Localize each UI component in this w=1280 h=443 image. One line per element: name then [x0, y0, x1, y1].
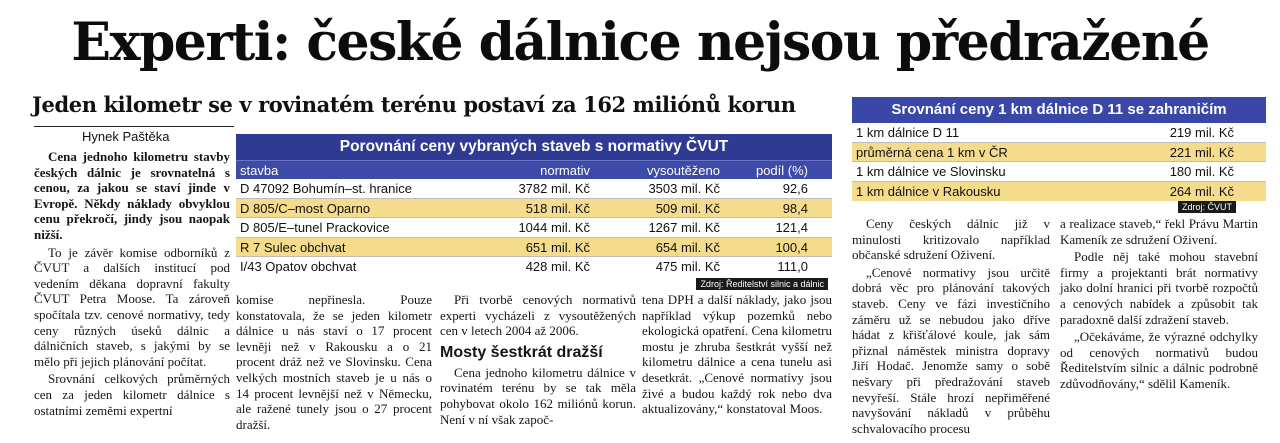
column-header: stavba — [240, 163, 279, 178]
cell-vysouteženo: 654 mil. Kč — [655, 239, 720, 255]
cell-stavba: D 47092 Bohumín–st. hranice — [240, 181, 412, 196]
comparison-table-cvut — [236, 134, 832, 288]
cell-label: 1 km dálnice D 11 — [856, 125, 960, 140]
cell-value: 219 mil. Kč — [1169, 125, 1234, 140]
cell-podil: 100,4 — [775, 239, 808, 255]
cell-podil: 92,6 — [782, 181, 808, 196]
table-row — [236, 238, 832, 258]
paragraph: „Cenové normativy jsou určitě dobrá věc pro plánování takových staveb. Ceny ve fázi investičního záměru už se nebudou jako dříve hádat z křišťálové koule, jak sám přiznal náměstek ministra dopravy Jiří Hodač. Jenomže samy o sobě nešvary při předražování staveb nevyřeší. Stále hrozí nepřiměřené navyšování nákladů v průběhu schvalovacího procesu — [852, 264, 1050, 436]
paragraph: a realizace staveb,“ řekl Právu Martin Kameník ze sdružení Oživení. — [1060, 216, 1258, 247]
table-title: Porovnání ceny vybraných staveb s normativy ČVUT — [236, 134, 832, 160]
paragraph: Při tvorbě cenových normativů experti vycházeli z vysoutěžených cen v letech 2004 až 2006. — [440, 292, 636, 339]
cell-value: 264 mil. Kč — [1169, 183, 1234, 199]
cell-normativ: 428 mil. Kč — [525, 259, 590, 274]
cell-normativ: 1044 mil. Kč — [518, 220, 590, 235]
cell-normativ: 651 mil. Kč — [525, 239, 590, 255]
cell-vysouteženo: 475 mil. Kč — [655, 259, 720, 274]
cell-stavba: D 805/E–tunel Prackovice — [240, 220, 390, 235]
cell-vysouteženo: 3503 mil. Kč — [648, 181, 720, 196]
text-column-3 — [440, 292, 636, 429]
table-title: Srovnání ceny 1 km dálnice D 11 se zahraničím — [852, 97, 1266, 123]
column-header: vysoutěženo — [647, 163, 720, 178]
cell-stavba: D 805/C–most Oparno — [240, 200, 371, 216]
paragraph: Cena jednoho kilometru dálnice v rovinatém terénu by se tak měla pohybovat okolo 162 miliónů korun. Není v ní však započ- — [440, 364, 636, 427]
table-row — [852, 143, 1266, 163]
cell-vysouteženo: 509 mil. Kč — [655, 200, 720, 216]
article-headline: Experti: české dálnice nejsou předražené — [71, 12, 1209, 73]
paragraph: Podle něj také mohou stavební firmy a projektanti brát normativy jako dolní hranici při tvorbě rozpočtů a cenových nabídek a způsobit tak paradoxně další zdražení staveb. — [1060, 249, 1258, 327]
cell-podil: 121,4 — [775, 220, 808, 235]
paragraph: komise nepřinesla. Pouze konstatovala, že se jeden kilometr dálnice u nás staví o 17 procent levněji než v Rakousku a o 21 procent dráž než ve Slovinsku. Cena velkých mostních staveb je u nás o 14 procent levnější než v Německu, ale ražené tunely jsou o 27 procent dražší. — [236, 292, 432, 432]
text-column-6 — [1060, 216, 1258, 394]
cell-label: 1 km dálnice v Rakousku — [856, 183, 1001, 199]
table-row — [852, 123, 1266, 143]
cell-stavba: I/43 Opatov obchvat — [240, 259, 357, 274]
table-row — [236, 179, 832, 199]
cell-label: 1 km dálnice ve Slovinsku — [856, 164, 1006, 179]
cell-value: 221 mil. Kč — [1169, 144, 1234, 160]
text-column-5 — [852, 216, 1050, 438]
cell-stavba: R 7 Sulec obchvat — [240, 239, 346, 255]
cell-value: 180 mil. Kč — [1169, 164, 1234, 179]
section-subtitle: Mosty šestkrát dražší — [440, 343, 603, 361]
text-column-2 — [236, 292, 432, 434]
article-subheadline: Jeden kilometr se v rovinatém terénu postaví za 162 miliónů korun — [32, 92, 796, 117]
paragraph: To je závěr komise odborníků z ČVUT a dalších institucí pod vedením děkana dopravní fakulty ČVUT Petra Moose. Ta zároveň spočítala tzv. cenové normativy, tedy ceny různých úseků dálnic a dálničních staveb, s jakými by se mělo při jejich plánování počítat. — [34, 244, 230, 369]
table-row — [236, 257, 832, 277]
author-byline: Hynek Paštěka — [34, 126, 234, 146]
paragraph: Ceny českých dálnic již v minulosti kritizovalo například občanské sdružení Oživení. — [852, 216, 1050, 263]
text-column-4 — [642, 292, 832, 419]
table-row — [852, 162, 1266, 182]
table-source-label: Zdroj: Ředitelství silnic a dálnic — [696, 278, 828, 290]
table-row — [236, 199, 832, 219]
cell-label: průměrná cena 1 km v ČR — [856, 144, 1008, 160]
column-header: normativ — [540, 163, 590, 178]
table-row — [852, 182, 1266, 202]
table-source-label: Zdroj: ČVUT — [1178, 201, 1236, 213]
lead-paragraph: Cena jednoho kilometru stavby českých dálnic je srovnatelná s cenou, za jakou se staví jinde v Evropě. Někdy náklady obvyklou cenu překročí, jindy jsou naopak nižší. — [34, 149, 230, 242]
cell-normativ: 518 mil. Kč — [525, 200, 590, 216]
table-header-row — [236, 160, 832, 179]
column-header: podíl (%) — [755, 163, 808, 178]
cell-podil: 98,4 — [782, 200, 808, 216]
cell-vysouteženo: 1267 mil. Kč — [648, 220, 720, 235]
text-column-1 — [34, 149, 230, 420]
paragraph: Srovnání celkových průměrných cen za jeden kilometr dálnice s ostatními zeměmi expertní — [34, 371, 230, 418]
cell-podil: 111,0 — [777, 259, 808, 274]
table-row — [236, 218, 832, 238]
paragraph: „Očekáváme, že výrazné odchylky od cenových normativů budou Ředitelstvím silnic a dálnic podrobně zdůvodňovány,“ sdělil Kameník. — [1060, 329, 1258, 391]
comparison-table-abroad — [852, 97, 1266, 213]
paragraph: tena DPH a další náklady, jako jsou například výkup pozemků nebo ekologická opatření. Cena kilometru mostu je zhruba šestkrát vyšší než kilometru dálnice a cena tunelu asi desetkrát. „Cenové normativy jsou živé a budou každý rok nebo dva aktualizovány,“ konstatoval Moos. — [642, 292, 832, 417]
cell-normativ: 3782 mil. Kč — [518, 181, 590, 196]
